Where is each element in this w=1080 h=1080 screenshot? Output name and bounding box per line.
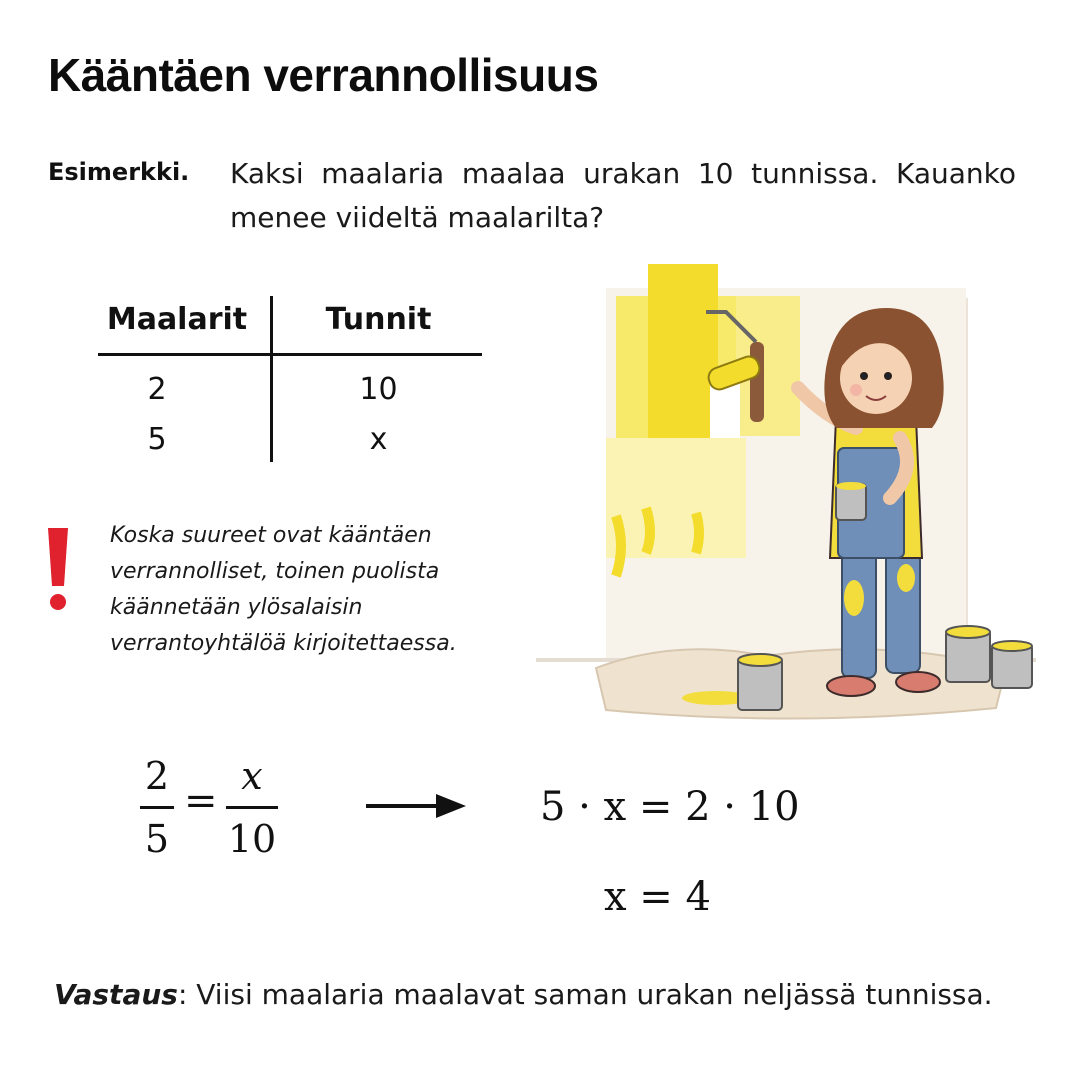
example-label: Esimerkki.	[48, 158, 190, 186]
table-header-painters: Maalarit	[106, 302, 248, 337]
equals-sign: =	[184, 778, 218, 824]
right-fraction-numerator: x	[241, 754, 263, 798]
exclamation-icon	[38, 524, 78, 614]
table-cell-hours-2: x	[369, 422, 388, 457]
note-text: Koska suureet ovat kääntäen verrannolliset, toinen puolista käännetään ylösalaisin verrantoyhtälöä kirjoitettaessa.	[110, 523, 457, 656]
answer-text: : Viisi maalaria maalavat saman urakan neljässä tunnissa.	[177, 978, 993, 1011]
painter-illustration	[536, 258, 1036, 728]
table-cell-painters-2: 5	[147, 422, 167, 457]
answer-label: Vastaus	[54, 978, 178, 1011]
result-equation: x = 4	[604, 874, 711, 920]
table-cell-painters-1: 2	[147, 372, 167, 407]
proportion-table	[84, 296, 484, 462]
left-fraction	[140, 752, 174, 863]
left-fraction-numerator: 2	[144, 754, 170, 798]
example-text: Kaksi maalaria maalaa urakan 10 tunnissa. Kauanko menee viideltä maalarilta?	[230, 157, 1016, 234]
right-fraction	[226, 752, 278, 863]
table-horizontal-divider	[98, 353, 482, 356]
table-cell-hours-1: 10	[359, 372, 398, 407]
left-fraction-bar	[140, 806, 174, 809]
cross-multiplied-equation: 5 · x = 2 · 10	[540, 784, 800, 830]
left-fraction-denominator: 5	[144, 817, 170, 861]
right-fraction-denominator: 10	[227, 817, 277, 861]
page-title: Kääntäen verrannollisuus	[48, 49, 599, 101]
right-arrow-icon	[366, 792, 466, 820]
table-header-hours: Tunnit	[325, 302, 432, 337]
answer	[54, 978, 993, 1011]
right-fraction-bar	[226, 806, 278, 809]
